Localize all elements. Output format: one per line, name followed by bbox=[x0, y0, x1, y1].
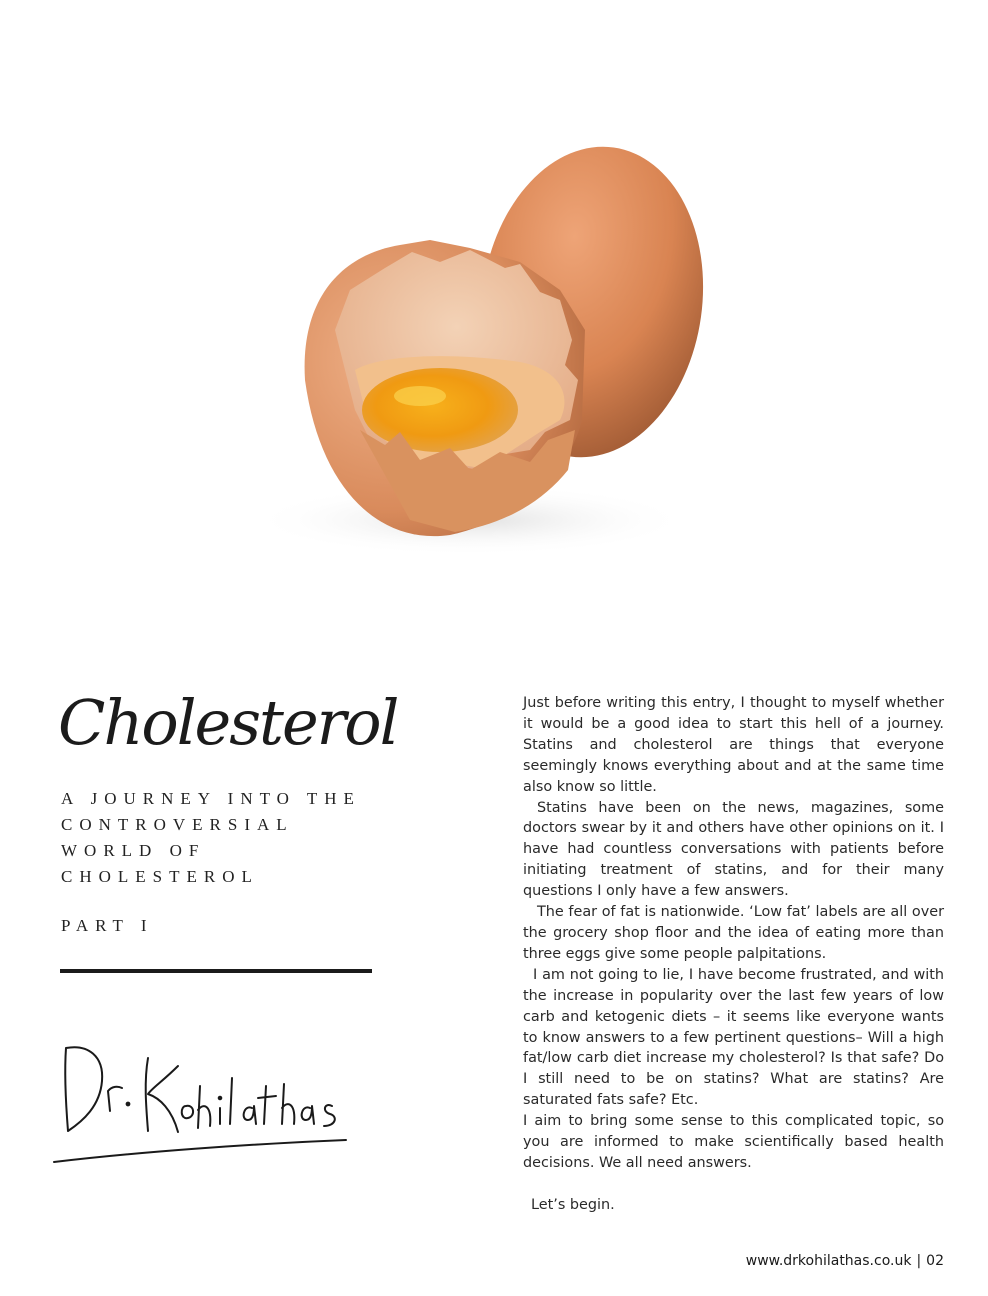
paragraph: I am not going to lie, I have become frustrated, and with the increase in popularity over the last few years of low carb and ketogenic diets – it seems like everyone wants to know answers to a few pertinent questions– Will a high fat/low carb diet increase my cholesterol? Is that safe? Do I still need to be on statins? What are statins? Are saturated fats safe? Etc. bbox=[523, 966, 944, 1109]
page-footer bbox=[746, 1253, 944, 1269]
subtitle-line: WORLD OF bbox=[61, 841, 206, 860]
footer-separator: | bbox=[916, 1253, 922, 1269]
website-link[interactable]: www.drkohilathas.co.uk bbox=[745, 1253, 912, 1269]
signature-image bbox=[48, 1036, 358, 1166]
subtitle bbox=[61, 786, 361, 890]
paragraph: I aim to bring some sense to this complicated topic, so you are informed to make scientifically based health decisions. We all need answers. bbox=[523, 1113, 944, 1171]
paragraph: Statins have been on the news, magazines, some doctors swear by it and others have other opinions on it. I have had countless conversations with patients before initiating treatment of statins, and for their many questions I only have a few answers. bbox=[523, 799, 944, 900]
article-body bbox=[523, 693, 944, 1216]
divider bbox=[60, 969, 372, 973]
subtitle-line: CONTROVERSIAL bbox=[61, 815, 294, 834]
page-number: 02 bbox=[926, 1253, 944, 1269]
paragraph: Let’s begin. bbox=[531, 1196, 615, 1213]
subtitle-line: A JOURNEY INTO THE bbox=[61, 789, 361, 808]
paragraph: Just before writing this entry, I thought to myself whether it would be a good idea to start this hell of a journey. Statins and cholesterol are things that everyone seemingly knows everything about and at the same time also know so little. bbox=[523, 695, 944, 795]
paragraph: The fear of fat is nationwide. ‘Low fat’ labels are all over the grocery shop floor and the idea of eating more than three eggs give some people palpitations. bbox=[523, 904, 944, 962]
part-label: PART I bbox=[61, 916, 154, 935]
subtitle-line: CHOLESTEROL bbox=[61, 867, 259, 886]
page-title: Cholesterol bbox=[58, 686, 398, 759]
cracked-egg-image bbox=[0, 0, 988, 640]
